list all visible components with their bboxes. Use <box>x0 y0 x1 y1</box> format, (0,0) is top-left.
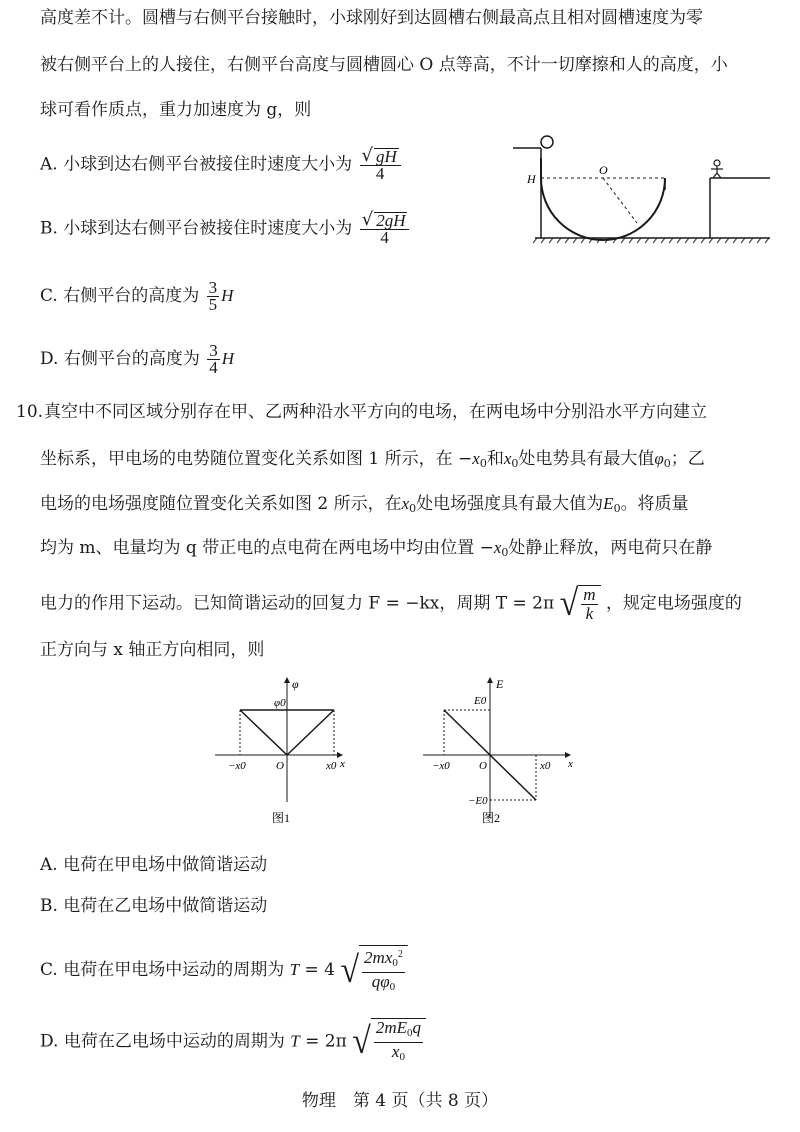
label-h: H <box>527 172 536 186</box>
figure-1-potential <box>210 672 350 832</box>
q9-groove-diagram <box>505 128 775 248</box>
q9-text-line-2: 被右侧平台上的人接住，右侧平台高度与圆槽圆心 O 点等高，不计一切摩擦和人的高度，小 <box>40 55 728 75</box>
svg-text:−x0: −x0 <box>228 760 246 772</box>
q9-option-b <box>40 209 411 247</box>
q10-option-a: A. 电荷在甲电场中做简谐运动 <box>40 855 268 875</box>
q9-option-d-text: D. 右侧平台的高度为 <box>40 349 200 369</box>
figure-2-field-strength <box>418 672 578 832</box>
label-o: O <box>599 163 608 177</box>
svg-text:φ0: φ0 <box>274 697 286 709</box>
svg-text:O: O <box>479 760 487 772</box>
svg-text:φ: φ <box>292 677 299 691</box>
svg-text:x: x <box>568 758 573 770</box>
q10-text-line-5: 电力的作用下运动。已知简谐运动的回复力 F = −kx，周期 T = 2π √ m k ，规定电场强度的 <box>40 583 742 624</box>
svg-text:x: x <box>340 758 345 770</box>
q9-option-a-value: √ gH 4 <box>360 148 401 182</box>
q10-text-line-1: 真空中不同区域分别存在甲、乙两种沿水平方向的电场，在两电场中分别沿水平方向建立 <box>44 402 707 422</box>
q10-text-line-3: 电场的电场强度随位置变化关系如图 2 所示，在$x_0$处电场强度具有最大值为$E_0$。将质量 <box>40 494 689 515</box>
page-footer: 物理 第 4 页（共 8 页） <box>301 1091 499 1111</box>
q9-text-line-3: 球可看作质点，重力加速度为 g，则 <box>40 100 312 120</box>
q9-option-b-text: B. 小球到达右侧平台被接住时速度大小为 <box>40 218 353 239</box>
q10-option-d: D. 电荷在乙电场中运动的周期为 T = 2π √ $2mE_0q$ $x_0$ <box>40 1018 426 1066</box>
svg-text:−E0: −E0 <box>468 795 488 807</box>
q9-option-c-text: C. 右侧平台的高度为 <box>40 286 200 306</box>
q9-option-d-fraction: $\frac{3}{4}$ <box>209 341 218 377</box>
q10-text-line-4: 均为 m、电量均为 q 带正电的点电荷在两电场中均由位置 $-x_0$处静止释放，两电荷只在静 <box>40 538 713 559</box>
figure-2-caption: 图2 <box>482 811 501 825</box>
person-icon <box>711 160 723 178</box>
q10-text-line-6: 正方向与 x 轴正方向相同，则 <box>40 640 265 660</box>
q9-text-line-1: 高度差不计。圆槽与右侧平台接触时，小球刚好到达圆槽右侧最高点且相对圆槽速度为零 <box>40 8 703 28</box>
figure-1-caption: 图1 <box>272 811 291 825</box>
q9-option-d: D. 右侧平台的高度为 $\frac{3}{4}$ H <box>40 341 235 377</box>
svg-text:x0: x0 <box>326 760 337 772</box>
q10-option-b: B. 电荷在乙电场中做简谐运动 <box>40 896 268 916</box>
q10-text-line-2: 坐标系，甲电场的电势随位置变化关系如图 1 所示，在 $-x_0$和$x_0$处电势具有最大值$\varphi_0$；乙 <box>40 449 705 470</box>
q9-option-c: C. 右侧平台的高度为 $\frac{3}{5}$ H <box>40 278 234 314</box>
svg-text:x0: x0 <box>540 760 551 772</box>
svg-text:E0: E0 <box>474 695 487 707</box>
q9-option-a <box>40 145 403 183</box>
svg-text:E: E <box>496 677 504 691</box>
q9-option-b-value: √ 2gH 4 <box>360 212 410 246</box>
svg-text:O: O <box>276 760 284 772</box>
q10-number: 10. <box>16 402 44 422</box>
q9-option-a-text: A. 小球到达右侧平台被接住时速度大小为 <box>40 154 353 175</box>
svg-text:−x0: −x0 <box>432 760 450 772</box>
q10-option-c: C. 电荷在甲电场中运动的周期为 T = 4 √ $2mx_0^2$ $q\varphi_0$ <box>40 945 408 996</box>
q9-option-c-fraction: $\frac{3}{5}$ <box>208 278 218 314</box>
